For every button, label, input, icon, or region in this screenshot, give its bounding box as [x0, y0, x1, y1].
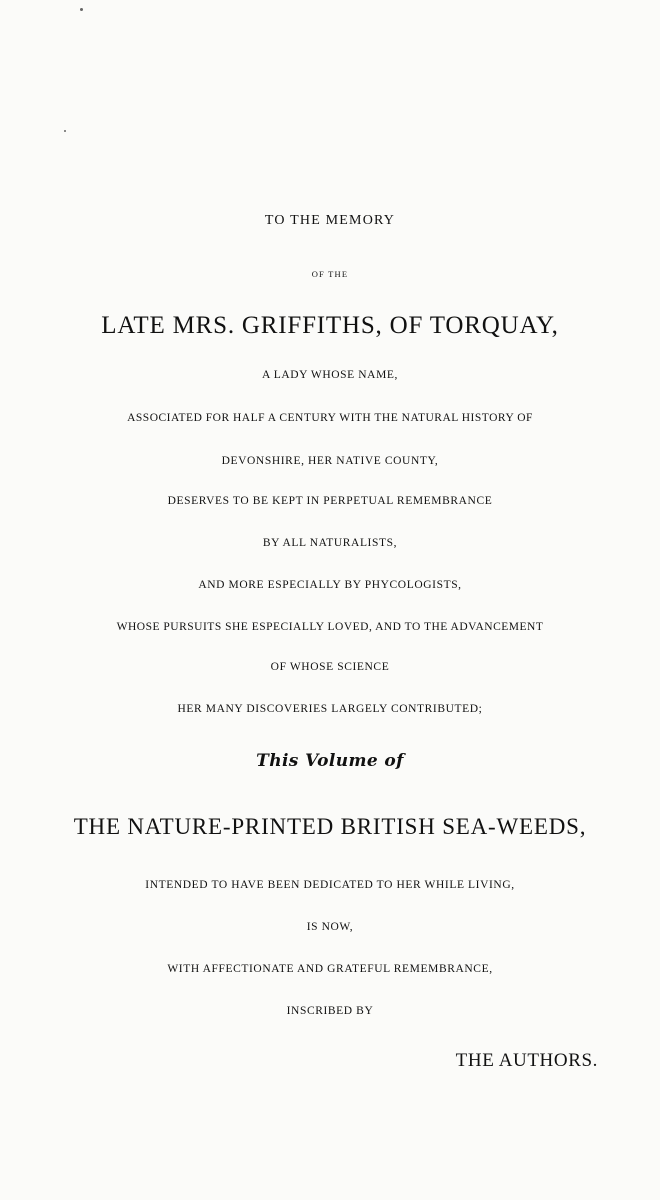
- dedication-line-phycologists: AND MORE ESPECIALLY BY PHYCOLOGISTS,: [198, 579, 462, 591]
- dedication-line-discoveries: HER MANY DISCOVERIES LARGELY CONTRIBUTED;: [177, 703, 483, 715]
- dedication-line-intended: INTENDED TO HAVE BEEN DEDICATED TO HER WHILE LIVING,: [145, 879, 515, 891]
- dedication-honoree-name: LATE MRS. GRIFFITHS, OF TORQUAY,: [101, 312, 559, 339]
- dedication-line-inscribed-by: INSCRIBED BY: [286, 1005, 374, 1017]
- dedication-line-associated: ASSOCIATED FOR HALF A CENTURY WITH THE NATURAL HISTORY OF: [127, 412, 533, 424]
- dedication-line-pursuits: WHOSE PURSUITS SHE ESPECIALLY LOVED, AND TO THE ADVANCEMENT: [116, 621, 544, 633]
- dedication-book-title: THE NATURE-PRINTED BRITISH SEA-WEEDS,: [73, 814, 587, 839]
- dedication-line-science: OF WHOSE SCIENCE: [270, 661, 390, 673]
- dedication-line-deserves: DESERVES TO BE KEPT IN PERPETUAL REMEMBRANCE: [167, 495, 493, 507]
- paper-speck: [64, 130, 66, 132]
- dedication-signature: THE AUTHORS.: [455, 1050, 598, 1071]
- dedication-line-is-now: IS NOW,: [306, 921, 354, 933]
- dedication-line-devonshire: DEVONSHIRE, HER NATIVE COUNTY,: [221, 455, 439, 467]
- dedication-line-of-the: OF THE: [311, 269, 349, 279]
- dedication-line-a-lady: A LADY WHOSE NAME,: [261, 369, 399, 381]
- dedication-line-to-the-memory: TO THE MEMORY: [264, 213, 396, 228]
- dedication-line-naturalists: BY ALL NATURALISTS,: [262, 537, 398, 549]
- dedication-line-remembrance: WITH AFFECTIONATE AND GRATEFUL REMEMBRANCE,: [167, 963, 493, 975]
- paper-speck: [80, 8, 83, 11]
- dedication-line-this-volume: This Volume of: [256, 751, 404, 771]
